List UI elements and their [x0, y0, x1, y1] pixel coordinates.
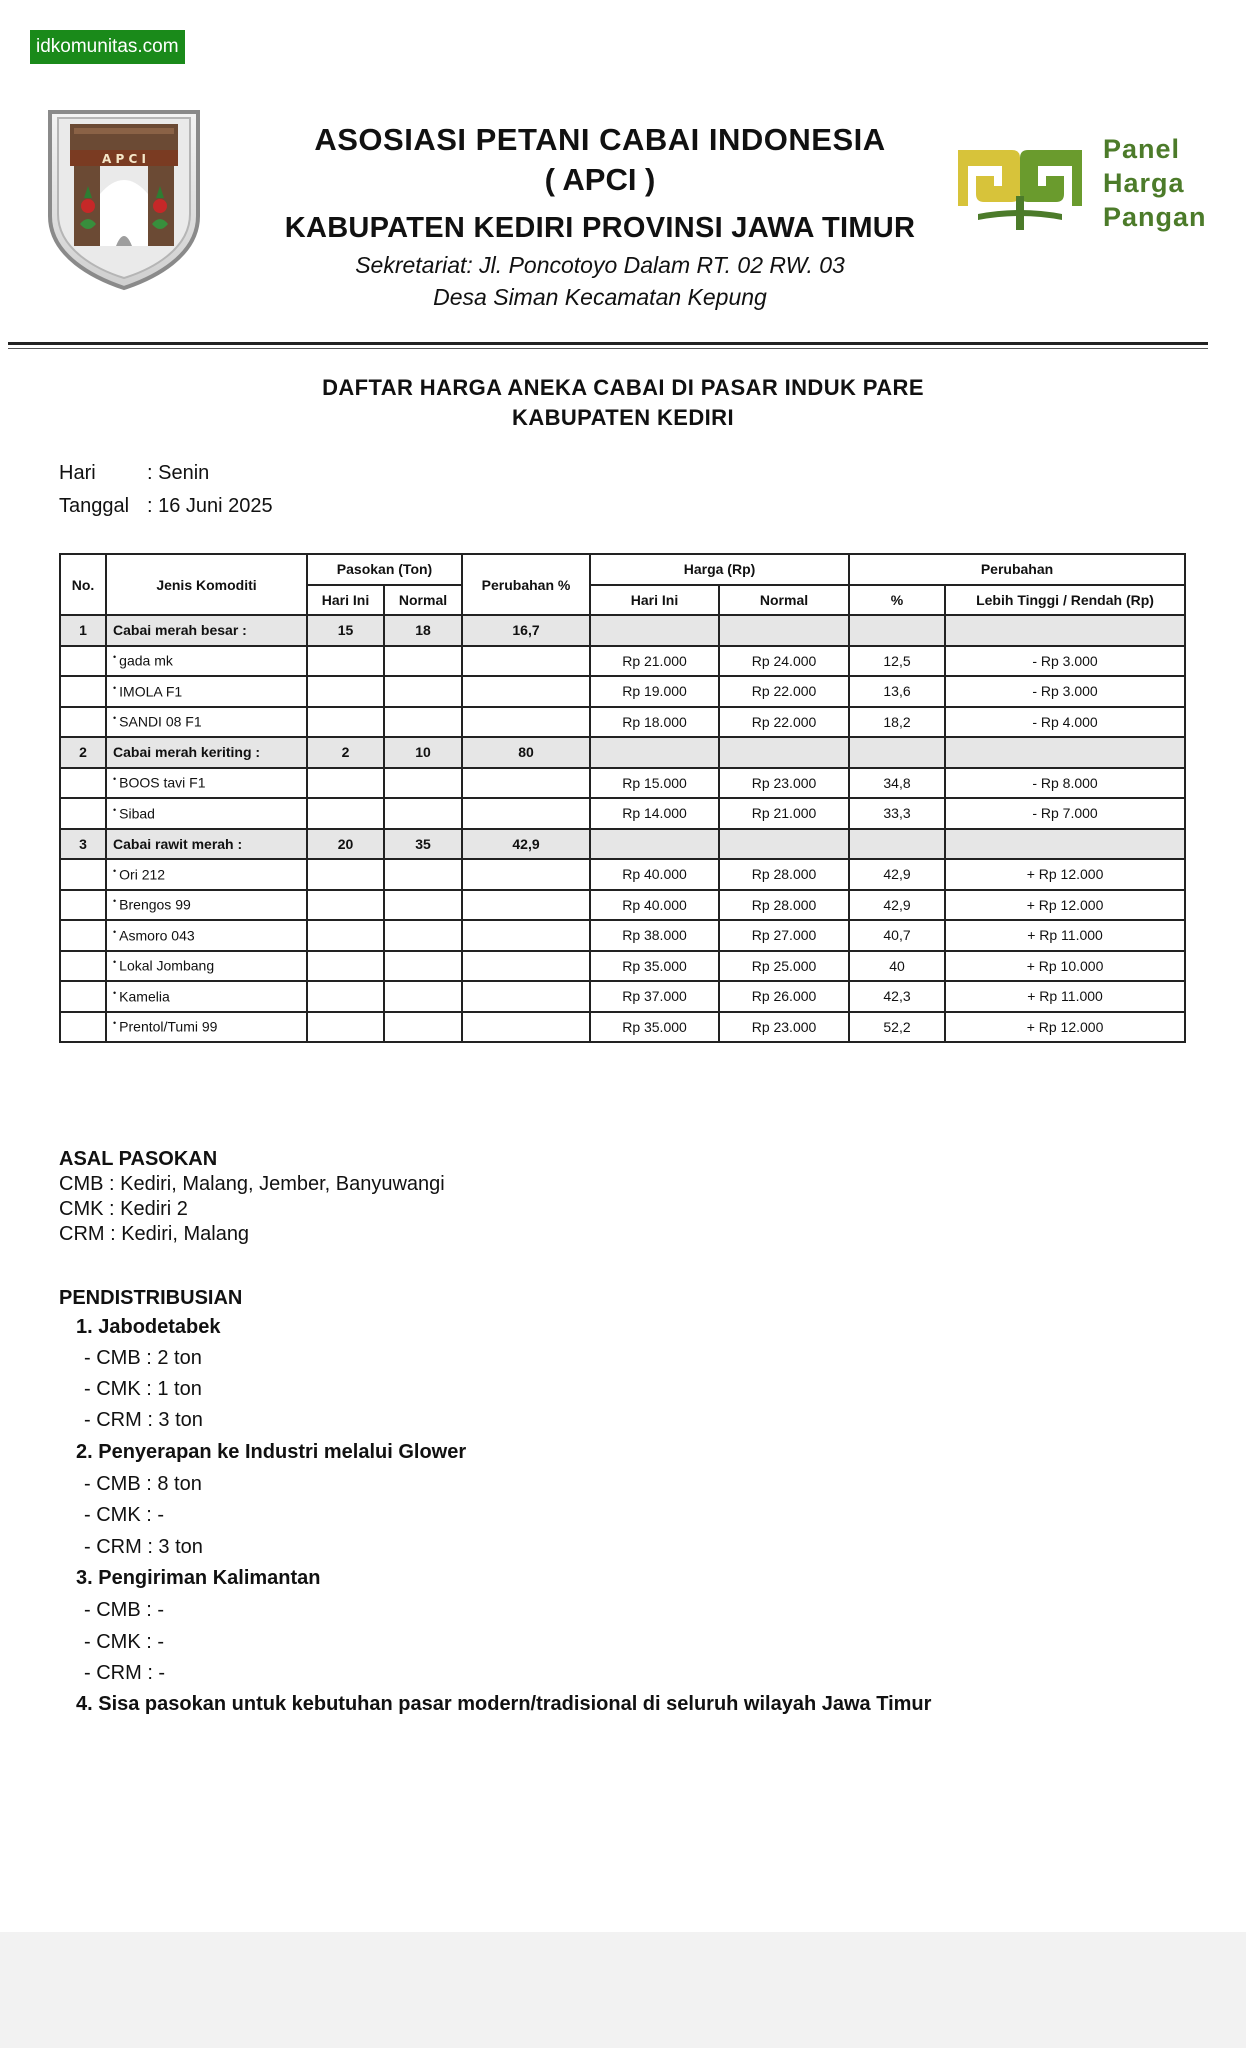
cell-price-normal — [719, 829, 849, 860]
table-group-row — [60, 737, 1185, 768]
cell-price-today — [590, 829, 719, 860]
cell-no — [60, 951, 106, 982]
cell-change-percent: 42,9 — [849, 890, 945, 921]
cell-change-percent: 13,6 — [849, 676, 945, 707]
apci-crest-logo — [44, 106, 204, 292]
supply-origin-heading: ASAL PASOKAN — [59, 1148, 218, 1170]
cell-price-today: Rp 14.000 — [590, 798, 719, 829]
day-label: Hari — [59, 462, 96, 484]
dist-group-item: - CMK : - — [84, 1504, 164, 1526]
cell-supply-normal: 18 — [384, 615, 462, 646]
header-supply-today: Hari Ini — [307, 585, 384, 616]
cell-price-normal: Rp 23.000 — [719, 768, 849, 799]
header-divider-thin — [8, 348, 1208, 349]
cell-change-amount: - Rp 7.000 — [945, 798, 1185, 829]
watermark-badge: idkomunitas.com — [30, 30, 185, 64]
org-abbreviation: ( APCI ) — [544, 162, 656, 197]
dist-group-item: - CMB : 2 ton — [84, 1347, 202, 1369]
bullet-marker: • — [113, 926, 117, 937]
bullet-marker: • — [113, 713, 117, 724]
table-row — [60, 798, 1185, 829]
header-price: Harga (Rp) — [590, 554, 849, 585]
header-commodity: Jenis Komoditi — [106, 554, 307, 615]
cell-change-percent: 42,9 — [849, 859, 945, 890]
cell-price-today: Rp 35.000 — [590, 1012, 719, 1043]
table-row — [60, 981, 1185, 1012]
cell-supply-change: 42,9 — [462, 829, 590, 860]
cell-supply-change — [462, 920, 590, 951]
cell-supply-normal — [384, 981, 462, 1012]
commodity-name: Prentol/Tumi 99 — [119, 1019, 218, 1036]
document-subtitle: KABUPATEN KEDIRI — [512, 405, 734, 430]
cell-no — [60, 707, 106, 738]
cell-supply-normal — [384, 676, 462, 707]
bullet-marker: • — [113, 1018, 117, 1029]
cell-supply-change — [462, 798, 590, 829]
cell-change-amount: + Rp 12.000 — [945, 1012, 1185, 1043]
cell-supply-normal: 35 — [384, 829, 462, 860]
bullet-marker: • — [113, 987, 117, 998]
cell-price-normal: Rp 22.000 — [719, 707, 849, 738]
cell-supply-change — [462, 951, 590, 982]
dist-group-item: - CMB : - — [84, 1599, 164, 1621]
supply-origin-cmb: CMB : Kediri, Malang, Jember, Banyuwangi — [59, 1173, 445, 1195]
table-row — [60, 707, 1185, 738]
crest-letters: A P C I — [102, 152, 146, 166]
cell-supply-change — [462, 646, 590, 677]
commodity-name: Brengos 99 — [119, 897, 191, 914]
cell-supply-change — [462, 768, 590, 799]
cell-supply-change — [462, 676, 590, 707]
cell-price-normal: Rp 21.000 — [719, 798, 849, 829]
commodity-name: Ori 212 — [119, 866, 166, 883]
cell-supply-today — [307, 676, 384, 707]
cell-change-percent: 18,2 — [849, 707, 945, 738]
dist-group-item: - CRM : 3 ton — [84, 1409, 203, 1431]
cell-price-normal: Rp 28.000 — [719, 859, 849, 890]
cell-change-percent — [849, 615, 945, 646]
commodity-name: IMOLA F1 — [119, 683, 183, 700]
cell-change-amount: + Rp 10.000 — [945, 951, 1185, 982]
cell-supply-today — [307, 920, 384, 951]
table-row — [60, 951, 1185, 982]
table-row — [60, 768, 1185, 799]
table-row — [60, 1012, 1185, 1043]
table-row — [60, 920, 1185, 951]
cell-supply-normal: 10 — [384, 737, 462, 768]
price-table-body — [60, 615, 1185, 1042]
commodity-name: Cabai rawit merah : — [113, 835, 243, 852]
secretariat-address: Sekretariat: Jl. Poncotoyo Dalam RT. 02 RW. 03 — [355, 252, 845, 278]
cell-price-today: Rp 21.000 — [590, 646, 719, 677]
bullet-marker: • — [113, 957, 117, 968]
commodity-name: Cabai merah keriting : — [113, 744, 261, 761]
table-row — [60, 676, 1185, 707]
cell-change-amount: + Rp 11.000 — [945, 920, 1185, 951]
cell-price-today — [590, 615, 719, 646]
header-price-normal: Normal — [719, 585, 849, 616]
commodity-name: Cabai merah besar : — [113, 622, 247, 639]
cell-commodity — [106, 890, 307, 921]
commodity-name: SANDI 08 F1 — [119, 714, 202, 731]
cell-commodity — [106, 829, 307, 860]
cell-no — [60, 768, 106, 799]
cell-supply-today — [307, 707, 384, 738]
dist-group-title: 1. Jabodetabek — [76, 1316, 221, 1338]
cell-no — [60, 859, 106, 890]
document-title: DAFTAR HARGA ANEKA CABAI DI PASAR INDUK PARE — [322, 375, 924, 400]
day-row — [59, 462, 209, 485]
dist-group-item: - CMK : - — [84, 1631, 164, 1653]
cell-no — [60, 1012, 106, 1043]
dist-group-item: - CMK : 1 ton — [84, 1378, 202, 1400]
cell-supply-today — [307, 951, 384, 982]
cell-price-today: Rp 18.000 — [590, 707, 719, 738]
cell-commodity — [106, 646, 307, 677]
cell-commodity — [106, 676, 307, 707]
cell-price-normal: Rp 27.000 — [719, 920, 849, 951]
header-price-today: Hari Ini — [590, 585, 719, 616]
commodity-name: BOOS tavi F1 — [119, 775, 206, 792]
cell-supply-normal — [384, 920, 462, 951]
cell-price-normal: Rp 28.000 — [719, 890, 849, 921]
cell-price-today: Rp 40.000 — [590, 859, 719, 890]
cell-no — [60, 798, 106, 829]
cell-commodity — [106, 737, 307, 768]
cell-change-amount: + Rp 11.000 — [945, 981, 1185, 1012]
cell-supply-normal — [384, 646, 462, 677]
cell-supply-change — [462, 981, 590, 1012]
cell-commodity — [106, 859, 307, 890]
table-row — [60, 859, 1185, 890]
cell-supply-today: 15 — [307, 615, 384, 646]
cell-price-today: Rp 37.000 — [590, 981, 719, 1012]
panel-harga-pangan-text — [1103, 132, 1207, 234]
cell-no: 3 — [60, 829, 106, 860]
cell-change-amount — [945, 615, 1185, 646]
dist-group-title: 2. Penyerapan ke Industri melalui Glower — [76, 1441, 467, 1463]
dist-group-title: 3. Pengiriman Kalimantan — [76, 1567, 321, 1589]
table-group-row — [60, 829, 1185, 860]
bullet-marker: • — [113, 652, 117, 663]
cell-commodity — [106, 707, 307, 738]
cell-supply-today — [307, 768, 384, 799]
header-supply-normal: Normal — [384, 585, 462, 616]
cell-price-today: Rp 15.000 — [590, 768, 719, 799]
cell-change-amount: - Rp 4.000 — [945, 707, 1185, 738]
cell-supply-today — [307, 798, 384, 829]
cell-supply-today — [307, 981, 384, 1012]
dist-group-item: - CRM : 3 ton — [84, 1536, 203, 1558]
commodity-name: Kamelia — [119, 988, 170, 1005]
commodity-name: Asmoro 043 — [119, 927, 195, 944]
cell-commodity — [106, 981, 307, 1012]
header-change-percent: % — [849, 585, 945, 616]
cell-price-normal: Rp 24.000 — [719, 646, 849, 677]
header-change-amount: Lebih Tinggi / Rendah (Rp) — [945, 585, 1185, 616]
dist-group-title: 4. Sisa pasokan untuk kebutuhan pasar modern/tradisional di seluruh wilayah Jawa Timur — [76, 1693, 932, 1715]
supply-origin-section — [59, 1147, 445, 1247]
cell-change-percent — [849, 737, 945, 768]
cell-supply-change — [462, 890, 590, 921]
header-divider-thick — [8, 342, 1208, 345]
cell-change-amount — [945, 829, 1185, 860]
cell-change-amount — [945, 737, 1185, 768]
cell-price-today: Rp 40.000 — [590, 890, 719, 921]
table-row — [60, 890, 1185, 921]
cell-change-percent: 40,7 — [849, 920, 945, 951]
cell-supply-today: 20 — [307, 829, 384, 860]
price-table — [59, 553, 1186, 1043]
cell-no — [60, 676, 106, 707]
logo-word-pangan: Pangan — [1103, 202, 1207, 232]
date-label: Tanggal — [59, 495, 130, 517]
cell-change-percent: 33,3 — [849, 798, 945, 829]
cell-supply-normal — [384, 1012, 462, 1043]
cell-supply-change: 80 — [462, 737, 590, 768]
cell-price-today: Rp 35.000 — [590, 951, 719, 982]
cell-change-amount: + Rp 12.000 — [945, 890, 1185, 921]
cell-no: 2 — [60, 737, 106, 768]
cell-price-normal — [719, 615, 849, 646]
cell-supply-normal — [384, 859, 462, 890]
dist-group-item: - CMB : 8 ton — [84, 1473, 202, 1495]
logo-word-panel: Panel — [1103, 134, 1181, 164]
cell-price-today — [590, 737, 719, 768]
cell-commodity — [106, 1012, 307, 1043]
bullet-marker: • — [113, 865, 117, 876]
cell-no — [60, 981, 106, 1012]
cell-supply-today: 2 — [307, 737, 384, 768]
day-value: : Senin — [147, 462, 210, 484]
distribution-heading: PENDISTRIBUSIAN — [59, 1287, 243, 1309]
header-no: No. — [60, 554, 106, 615]
cell-no — [60, 646, 106, 677]
cell-change-amount: - Rp 3.000 — [945, 646, 1185, 677]
village-address: Desa Siman Kecamatan Kepung — [433, 284, 767, 310]
logo-word-harga: Harga — [1103, 168, 1185, 198]
cell-price-normal: Rp 23.000 — [719, 1012, 849, 1043]
bullet-marker: • — [113, 682, 117, 693]
date-value: : 16 Juni 2025 — [147, 495, 273, 517]
cell-supply-normal — [384, 707, 462, 738]
cell-change-amount: + Rp 12.000 — [945, 859, 1185, 890]
cell-supply-normal — [384, 768, 462, 799]
cell-no — [60, 920, 106, 951]
cell-supply-change: 16,7 — [462, 615, 590, 646]
cell-change-amount: - Rp 3.000 — [945, 676, 1185, 707]
dist-group-item: - CRM : - — [84, 1662, 166, 1684]
cell-supply-normal — [384, 798, 462, 829]
cell-commodity — [106, 798, 307, 829]
cell-supply-today — [307, 646, 384, 677]
cell-supply-normal — [384, 890, 462, 921]
cell-no — [60, 890, 106, 921]
cell-price-today: Rp 38.000 — [590, 920, 719, 951]
cell-change-percent: 12,5 — [849, 646, 945, 677]
cell-supply-change — [462, 1012, 590, 1043]
cell-price-normal — [719, 737, 849, 768]
cell-supply-change — [462, 707, 590, 738]
panel-harga-pangan-logo — [950, 136, 1090, 236]
date-row — [59, 495, 273, 518]
cell-supply-today — [307, 890, 384, 921]
header-change: Perubahan — [849, 554, 1185, 585]
cell-commodity — [106, 951, 307, 982]
bullet-marker: • — [113, 804, 117, 815]
cell-supply-change — [462, 859, 590, 890]
cell-supply-normal — [384, 951, 462, 982]
cell-change-amount: - Rp 8.000 — [945, 768, 1185, 799]
distribution-section — [59, 1286, 242, 1311]
org-title: ASOSIASI PETANI CABAI INDONESIA — [314, 122, 886, 157]
cell-no: 1 — [60, 615, 106, 646]
cell-price-normal: Rp 22.000 — [719, 676, 849, 707]
cell-commodity — [106, 615, 307, 646]
header-supply-change: Perubahan % — [462, 554, 590, 615]
supply-origin-cmk: CMK : Kediri 2 — [59, 1198, 188, 1220]
cell-supply-today — [307, 859, 384, 890]
cell-price-normal: Rp 25.000 — [719, 951, 849, 982]
commodity-name: Sibad — [119, 805, 155, 822]
table-group-row — [60, 615, 1185, 646]
cell-price-normal: Rp 26.000 — [719, 981, 849, 1012]
cell-supply-today — [307, 1012, 384, 1043]
org-region: KABUPATEN KEDIRI PROVINSI JAWA TIMUR — [284, 212, 916, 244]
bullet-marker: • — [113, 774, 117, 785]
cell-commodity — [106, 920, 307, 951]
cell-change-percent — [849, 829, 945, 860]
cell-price-today: Rp 19.000 — [590, 676, 719, 707]
supply-origin-crm: CRM : Kediri, Malang — [59, 1223, 250, 1245]
commodity-name: Lokal Jombang — [119, 958, 215, 975]
commodity-name: gada mk — [119, 653, 173, 670]
bottom-margin — [0, 1932, 1246, 2048]
header-supply: Pasokan (Ton) — [307, 554, 462, 585]
bullet-marker: • — [113, 896, 117, 907]
cell-change-percent: 40 — [849, 951, 945, 982]
cell-commodity — [106, 768, 307, 799]
cell-change-percent: 42,3 — [849, 981, 945, 1012]
table-row — [60, 646, 1185, 677]
cell-change-percent: 52,2 — [849, 1012, 945, 1043]
cell-change-percent: 34,8 — [849, 768, 945, 799]
